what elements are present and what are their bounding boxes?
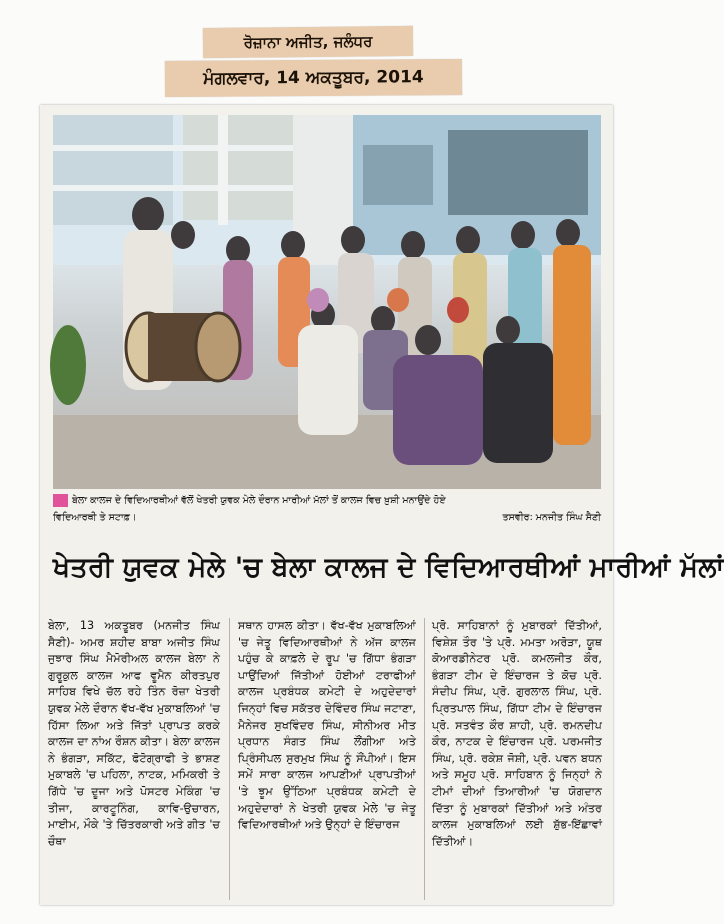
article-column-1: ਬੇਲਾ, 13 ਅਕਤੂਬਰ (ਮਨਜੀਤ ਸਿੰਘ ਸੈਣੀ)- ਅਮਰ ਸ਼ਹੀਦ ਬਾਬਾ ਅਜੀਤ ਸਿੰਘ ਜੁਝਾਰ ਸਿੰਘ ਮੈਮੋਰੀਅਲ ਕਾਲਜ ਬੇਲਾ ਨੇ ਗੁਰੂਕੁਲ ਕਾਲਜ ਆਫ ਵੂਮੈਨ ਕੀਰਤਪੁਰ ਸਾਹਿਬ ਵਿਖੇ ਚੱਲ ਰਹੇ ਤਿੰਨ ਰੋਜ਼ਾ ਖੇਤਰੀ ਯੁਵਕ ਮੇਲੇ ਦੌਰਾਨ ਵੱਖ-ਵੱਖ ਮੁਕਾਬਲਿਆਂ 'ਚ ਹਿੱਸਾ ਲਿਆ ਅਤੇ ਜਿੱਤਾਂ ਪ੍ਰਾਪਤ ਕਰਕੇ ਕਾਲਜ ਦਾ ਨਾਂਅ ਰੌਸ਼ਨ ਕੀਤਾ। ਬੇਲਾ ਕਾਲਜ ਨੇ ਭੰਗੜਾ, ਸਕਿੱਟ, ਫੋਟੋਗ੍ਰਾਫੀ ਤੇ ਭਾਸ਼ਣ ਮੁਕਾਬਲੇ 'ਚ ਪਹਿਲਾ, ਨਾਟਕ, ਮਮਿਕਰੀ ਤੇ ਗਿੱਧੇ 'ਚ ਦੂਜਾ ਅਤੇ ਪੋਸਟਰ ਮੇਕਿੰਗ 'ਚ ਤੀਜਾ, ਕਾਰਟੂਨਿੰਗ, ਕਾਵਿ-ਉਚਾਰਨ, ਮਾਈਮ, ਮੌਕੇ 'ਤੇ ਚਿੱਤਰਕਾਰੀ ਅਤੇ ਗੀਤ 'ਚ ਚੌਥਾ (48, 619, 220, 848)
caption-line-1: ਬੇਲਾ ਕਾਲਜ ਦੇ ਵਿਦਿਆਰਥੀਆਂ ਵੱਲੋਂ ਖੇਤਰੀ ਯੁਵਕ ਮੇਲੇ ਦੌਰਾਨ ਮਾਰੀਆਂ ਮੱਲਾਂ ਤੋਂ ਕਾਲਜ ਵਿਚ ਖ਼ੁਸ਼ੀ ਮਨਾਉਂਦੇ ਹੋਏ (72, 495, 446, 506)
photo-caption (53, 492, 601, 528)
news-clipping (40, 105, 724, 905)
article-column-2: ਸਥਾਨ ਹਾਸਲ ਕੀਤਾ। ਵੱਖ-ਵੱਖ ਮੁਕਾਬਲਿਆਂ 'ਚ ਜੇਤੂ ਵਿਦਿਆਰਥੀਆਂ ਨੇ ਅੱਜ ਕਾਲਜ ਪਹੁੰਚ ਕੇ ਕਾਫ਼ਲੇ ਦੇ ਰੂਪ 'ਚ ਗਿੱਧਾ ਭੰਗੜਾ ਪਾਉਂਦਿਆਂ ਜਿੱਤੀਆਂ ਹੋਈਆਂ ਟਰਾਫੀਆਂ ਕਾਲਜ ਪ੍ਰਬੰਧਕ ਕਮੇਟੀ ਦੇ ਅਹੁਦੇਦਾਰਾਂ ਜਿਨ੍ਹਾਂ ਵਿਚ ਸਕੱਤਰ ਦੇਵਿੰਦਰ ਸਿੰਘ ਜਟਾਣਾ, ਮੈਨੇਜਰ ਸੁਖਵਿੰਦਰ ਸਿੰਘ, ਸੀਨੀਅਰ ਮੀਤ ਪ੍ਰਧਾਨ ਸੰਗਤ ਸਿੰਘ ਲੌਂਗੀਆ ਅਤੇ ਪ੍ਰਿੰਸੀਪਲ ਸੁਰਮੁਖ ਸਿੰਘ ਨੂੰ ਸੌਂਪੀਆਂ। ਇਸ ਸਮੇਂ ਸਾਰਾ ਕਾਲਜ ਆਪਣੀਆਂ ਪ੍ਰਾਪਤੀਆਂ 'ਤੇ ਝੂਮ ਉੱਠਿਆ ਪ੍ਰਬੰਧਕ ਕਮੇਟੀ ਦੇ ਅਹੁਦੇਦਾਰਾਂ ਨੇ ਖੇਤਰੀ ਯੁਵਕ ਮੇਲੇ 'ਚ ਜੇਤੂ ਵਿਦਿਆਰਥੀਆਂ ਅਤੇ ਉਨ੍ਹਾਂ ਦੇ ਇੰਚਾਰਜ (238, 619, 416, 832)
headline: ਖੇਤਰੀ ਯੁਵਕ ਮੇਲੇ 'ਚ ਬੇਲਾ ਕਾਲਜ ਦੇ ਵਿਦਿਆਰਥੀਆਂ ਮਾਰੀਆਂ ਮੱਲਾਂ (53, 552, 724, 583)
column-divider (229, 618, 230, 900)
caption-marker (53, 494, 68, 507)
newspaper-name: ਰੋਜ਼ਾਨਾ ਅਜੀਤ, ਜਲੰਧਰ (203, 26, 413, 58)
publication-date: ਮੰਗਲਵਾਰ, 14 ਅਕਤੂਬਰ, 2014 (165, 59, 462, 97)
group-photo (53, 115, 601, 489)
caption-line-2: ਵਿਦਿਆਰਥੀ ਤੇ ਸਟਾਫ਼। (53, 512, 137, 523)
photo-credit: ਤਸਵੀਰ: ਮਨਜੀਤ ਸਿੰਘ ਸੈਣੀ (502, 512, 601, 523)
column-divider (424, 618, 425, 900)
article-column-3: ਪ੍ਰੋ. ਸਾਹਿਬਾਨਾਂ ਨੂੰ ਮੁਬਾਰਕਾਂ ਦਿੱਤੀਆਂ, ਵਿਸ਼ੇਸ਼ ਤੌਰ 'ਤੇ ਪ੍ਰੋ. ਮਮਤਾ ਅਰੋੜਾ, ਯੂਥ ਕੋਆਰਡੀਨੇਟਰ ਪ੍ਰੋ. ਕਮਲਜੀਤ ਕੌਰ, ਭੰਗੜਾ ਟੀਮ ਦੇ ਇੰਚਾਰਜ ਤੇ ਕੋਚ ਪ੍ਰੋ. ਸੰਦੀਪ ਸਿੰਘ, ਪ੍ਰੋ. ਗੁਰਲਾਲ ਸਿੰਘ, ਪ੍ਰੋ. ਪ੍ਰਿਤਪਾਲ ਸਿੰਘ, ਗਿੱਧਾ ਟੀਮ ਦੇ ਇੰਚਾਰਜ ਪ੍ਰੋ. ਸਤਵੰਤ ਕੌਰ ਸ਼ਾਹੀ, ਪ੍ਰੋ. ਰਮਨਦੀਪ ਕੌਰ, ਨਾਟਕ ਦੇ ਇੰਚਾਰਜ ਪ੍ਰੋ. ਪਰਮਜੀਤ ਸਿੰਘ, ਪ੍ਰੋ. ਰਕੇਸ਼ ਜੋਸ਼ੀ, ਪ੍ਰੋ. ਪਵਨ ਬਧਨ ਅਤੇ ਸਮੂਹ ਪ੍ਰੋ. ਸਾਹਿਬਾਨ ਨੂੰ ਜਿਨ੍ਹਾਂ ਨੇ ਟੀਮਾਂ ਦੀਆਂ ਤਿਆਰੀਆਂ 'ਚ ਯੋਗਦਾਨ ਦਿੱਤਾ ਨੂੰ ਮੁਬਾਰਕਾਂ ਦਿੱਤੀਆਂ ਅਤੇ ਅੰਤਰ ਕਾਲਜ ਮੁਕਾਬਲਿਆਂ ਲਈ ਸ਼ੁੱਭ-ਇੱਛਾਵਾਂ ਦਿੱਤੀਆਂ। (432, 619, 602, 848)
